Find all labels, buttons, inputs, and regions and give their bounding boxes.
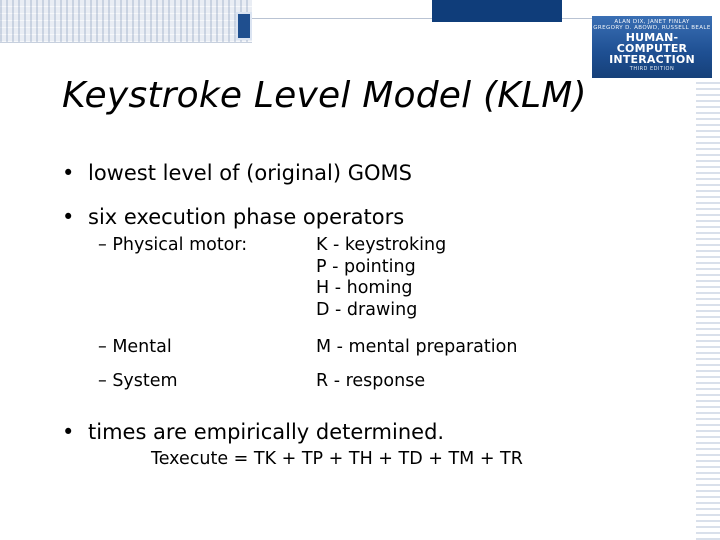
- book-title-line2: INTERACTION: [609, 53, 695, 66]
- operator-system-label: – System: [98, 371, 178, 391]
- bullet-six-operators: [62, 204, 404, 230]
- book-edition: THIRD EDITION: [629, 66, 675, 72]
- bullet-lowest-level: [62, 160, 412, 186]
- operator-physical-motor-label: – Physical motor:: [98, 235, 248, 255]
- bullet-dot: •: [62, 161, 75, 185]
- bullet-empirical-times: [62, 419, 444, 445]
- bullet-text: six execution phase operators: [88, 205, 405, 229]
- book-authors-line1: ALAN DIX, JANET FINLAY: [614, 19, 690, 25]
- bullet-dot: •: [62, 205, 75, 229]
- operator-drawing: D - drawing: [316, 300, 418, 320]
- operator-mental-preparation: M - mental preparation: [316, 337, 518, 357]
- operator-mental-label: – Mental: [98, 337, 172, 357]
- book-title-line1: HUMAN-COMPUTER: [616, 31, 688, 55]
- book-authors-line2: GREGORY D. ABOWD, RUSSELL BEALE: [593, 25, 711, 31]
- bullet-dot: •: [62, 420, 75, 444]
- slide-title: Keystroke Level Model (KLM): [62, 75, 587, 116]
- bullet-text: lowest level of (original) GOMS: [88, 161, 412, 185]
- book-cover-logo: [592, 16, 712, 78]
- operator-homing: H - homing: [316, 278, 413, 298]
- header-strip-end-block: [236, 12, 252, 40]
- operator-response: R - response: [316, 371, 426, 391]
- operator-keystroking: K - keystroking: [316, 235, 447, 255]
- execute-time-formula: Texecute = TK + TP + TH + TD + TM + TR: [151, 449, 523, 469]
- binary-side-strip: [696, 80, 720, 540]
- binary-header-strip: [0, 0, 252, 43]
- bullet-text: times are empirically determined.: [88, 420, 445, 444]
- header-tab: [432, 0, 562, 22]
- operator-pointing: P - pointing: [316, 257, 416, 277]
